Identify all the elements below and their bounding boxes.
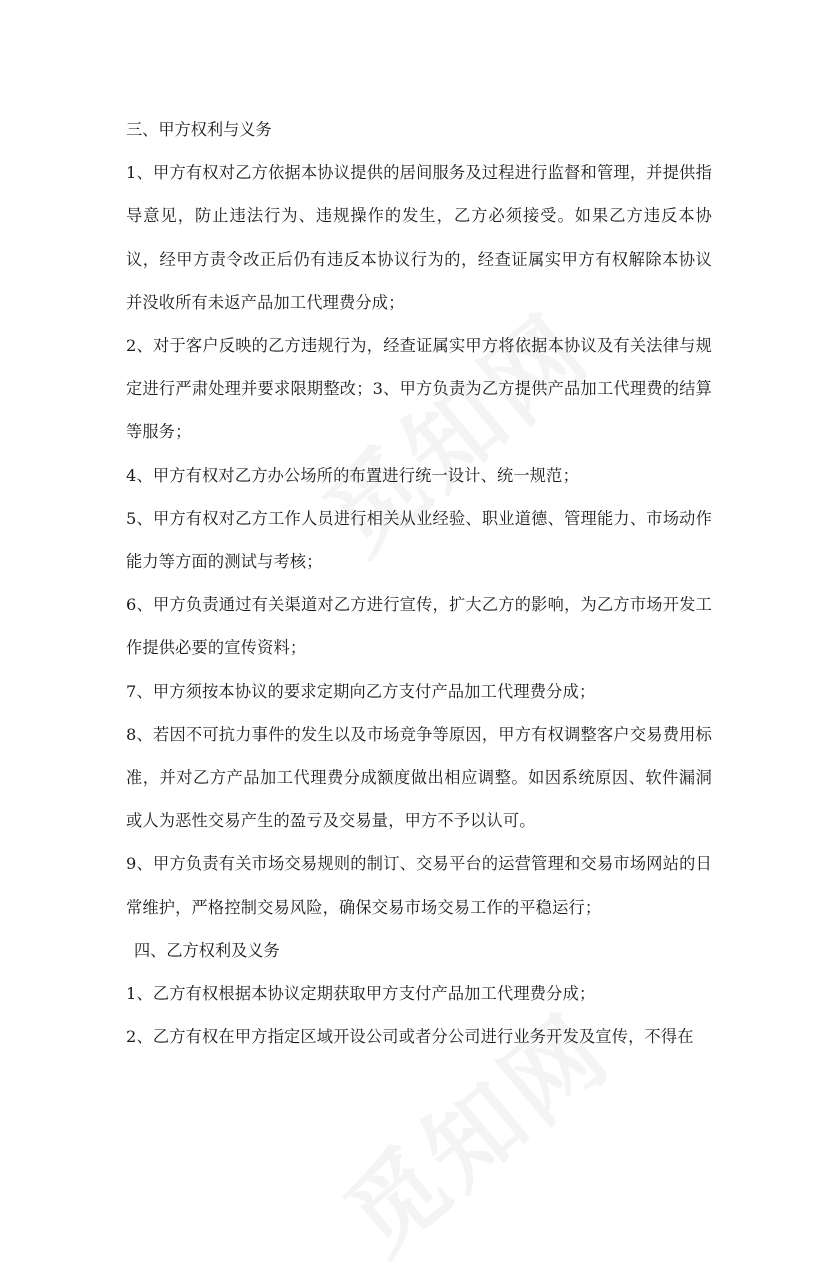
clause-a-5: 5、甲方有权对乙方工作人员进行相关从业经验、职业道德、管理能力、市场动作能力等方面的测试与考核； <box>126 508 712 572</box>
section-heading-party-a: 三、甲方权利与义务 <box>126 120 272 139</box>
clause-a-4: 4、甲方有权对乙方办公场所的布置进行统一设计、统一规范； <box>126 465 579 485</box>
clause-a-8: 8、若因不可抗力事件的发生以及市场竞争等原因，甲方有权调整客户交易费用标准，并对乙方产品加工代理费分成额度做出相应调整。如因系统原因、软件漏洞或人为恶性交易产生的盈亏及交易量，甲方不予以认可。 <box>126 724 712 831</box>
clause-a-9: 9、甲方负责有关市场交易规则的制订、交易平台的运营管理和交易市场网站的日常维护，严格控制交易风险，确保交易市场交易工作的平稳运行； <box>126 854 712 917</box>
clause-a-6: 6、甲方负责通过有关渠道对乙方进行宣传，扩大乙方的影响，为乙方市场开发工作提供必要的宣传资料； <box>126 595 712 658</box>
clause-b-2: 2、乙方有权在甲方指定区域开设公司或者分公司进行业务开发及宣传，不得在 <box>126 1027 694 1047</box>
clause-a-2: 2、对于客户反映的乙方违规行为，经查证属实甲方将依据本协议及有关法律与规定进行严肃处理并要求限期整改；3、甲方负责为乙方提供产品加工代理费的结算等服务； <box>126 336 712 442</box>
clause-a-7: 7、甲方须按本协议的要求定期向乙方支付产品加工代理费分成； <box>126 681 596 701</box>
document-body <box>126 108 712 1058</box>
clause-b-1: 1、乙方有权根据本协议定期获取甲方支付产品加工代理费分成； <box>126 984 596 1004</box>
section-heading-party-b: 四、乙方权利及义务 <box>134 940 280 960</box>
clause-a-1: 1、甲方有权对乙方依据本协议提供的居间服务及过程进行监督和管理，并提供指导意见，防止违法行为、违规操作的发生，乙方必须接受。如果乙方违反本协议，经甲方责令改正后仍有违反本协议行为的，经查证属实甲方有权解除本协议并没收所有未返产品加工代理费分成； <box>126 163 712 312</box>
